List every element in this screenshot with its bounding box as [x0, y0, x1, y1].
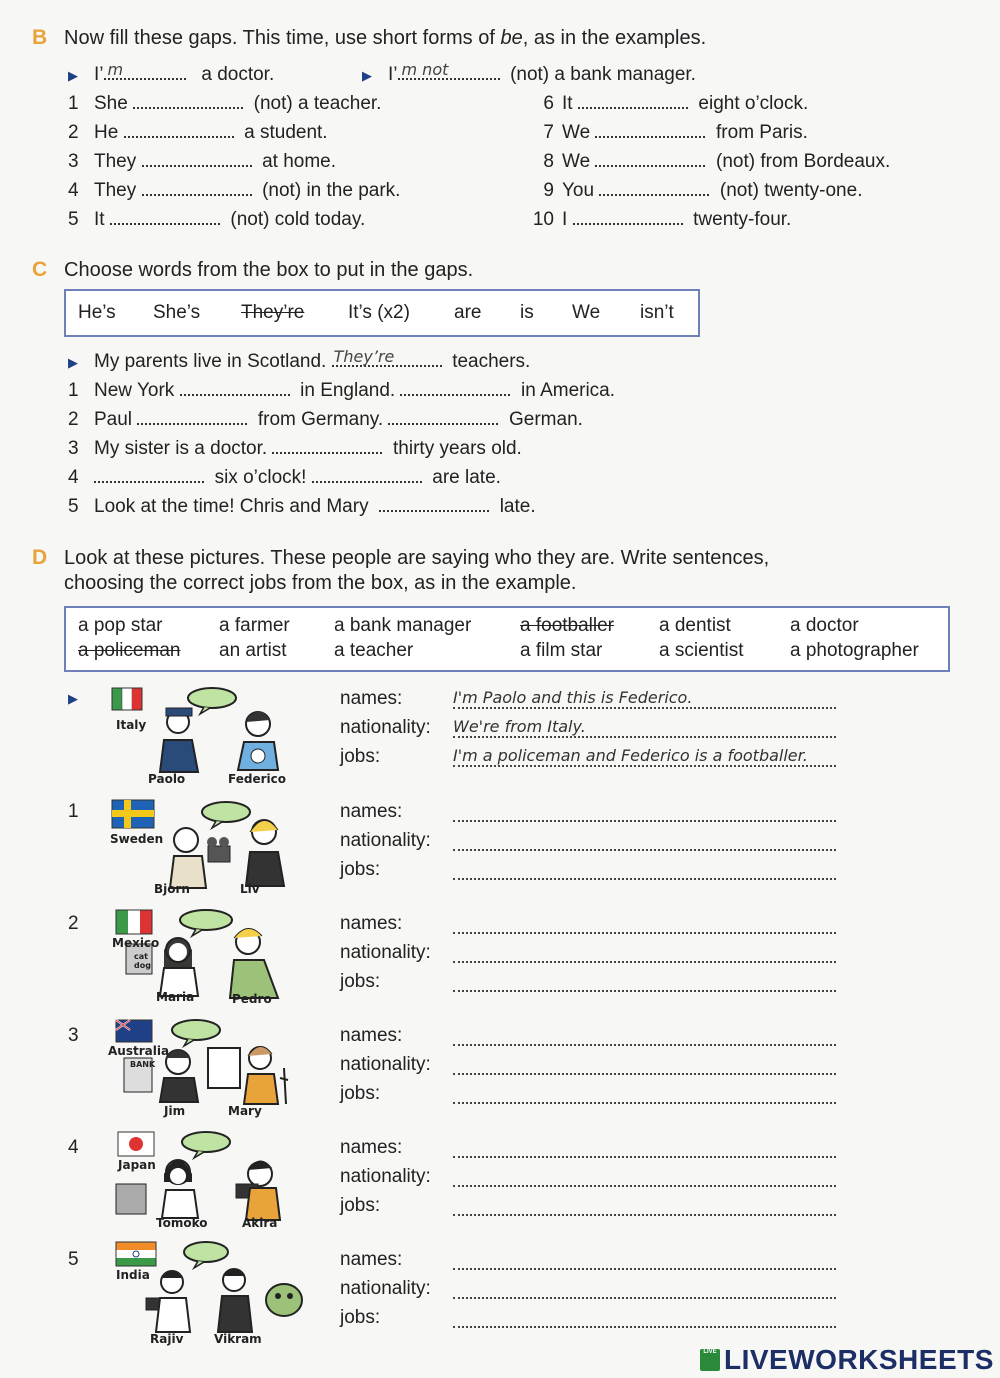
people-illustration: [108, 1240, 308, 1348]
c-item: 4 six o’clock! are late.: [68, 467, 501, 488]
job-word-used: a policeman: [78, 640, 181, 661]
sign-caption: cat dog: [134, 952, 151, 970]
gap-input[interactable]: [133, 95, 243, 109]
job-word: an artist: [219, 640, 287, 661]
b-item: 9 You (not) twenty-one.: [543, 180, 863, 201]
box-word: isn’t: [640, 302, 674, 323]
section-c-instruction: Choose words from the box to put in the gaps.: [64, 259, 474, 281]
names-input[interactable]: [453, 932, 836, 934]
names-input[interactable]: [453, 1156, 836, 1158]
b-item: 3 They at home.: [68, 151, 337, 172]
person-caption: Liv: [240, 882, 260, 896]
job-word: a doctor: [790, 615, 859, 636]
nationality-label: nationality:: [340, 830, 431, 851]
example-arrow-icon: ▶: [68, 691, 78, 706]
gap-input[interactable]: They’re: [332, 353, 442, 367]
b-item: 8 We (not) from Bordeaux.: [543, 151, 891, 172]
job-word: a pop star: [78, 615, 163, 636]
nationality-input[interactable]: [453, 1073, 836, 1075]
nationality-label: nationality:: [340, 1278, 431, 1299]
names-label: names:: [340, 913, 403, 934]
jobs-input[interactable]: [453, 878, 836, 880]
c-item: 2 Paul from Germany. German.: [68, 409, 583, 430]
box-word: She’s: [153, 302, 201, 323]
jobs-input[interactable]: [453, 1102, 836, 1104]
b-item: 7 We from Paris.: [543, 122, 808, 143]
person-caption: Pedro: [232, 992, 272, 1006]
person-caption: Vikram: [214, 1332, 262, 1346]
section-b-instruction: Now fill these gaps. This time, use short forms of be, as in the examples.: [64, 27, 707, 49]
names-answer: I'm Paolo and this is Federico.: [453, 688, 693, 707]
illustration-india: [108, 1240, 308, 1348]
b-item: 10 I twenty-four.: [532, 209, 792, 230]
c-item: 1 New York in England. in America.: [68, 380, 616, 401]
jobs-box: [64, 606, 950, 672]
names-input[interactable]: [453, 1044, 836, 1046]
names-label: names:: [340, 1249, 403, 1270]
gap-input[interactable]: [312, 469, 422, 483]
person-caption: Mary: [228, 1104, 262, 1118]
job-word: a photographer: [790, 640, 919, 661]
b-item: 4 They (not) in the park.: [68, 180, 401, 201]
person-caption: Rajiv: [150, 1332, 184, 1346]
b-item: 1 She (not) a teacher.: [68, 93, 382, 114]
c-item: 3 My sister is a doctor. thirty years old.: [68, 438, 522, 459]
gap-input[interactable]: [578, 95, 688, 109]
b-right-column: [518, 93, 890, 238]
box-word: He’s: [78, 302, 116, 323]
nationality-label: nationality:: [340, 1166, 431, 1187]
gap-input[interactable]: [142, 153, 252, 167]
gap-input[interactable]: [388, 411, 498, 425]
gap-input[interactable]: [573, 211, 683, 225]
box-word: We: [572, 302, 601, 323]
country-caption: India: [116, 1268, 150, 1282]
person-caption: Jim: [164, 1104, 186, 1118]
gap-input[interactable]: [94, 469, 204, 483]
b-left-column: [68, 93, 400, 238]
job-word: a bank manager: [334, 615, 472, 636]
d-item-number: 5: [68, 1249, 79, 1270]
jobs-label: jobs:: [340, 1083, 381, 1104]
section-c-letter: C: [32, 258, 48, 281]
job-word: a film star: [520, 640, 603, 661]
arrow-icon: ▶: [68, 68, 78, 83]
gap-input[interactable]: m not: [398, 66, 500, 80]
c-example: ▶ My parents live in Scotland. They’re teachers.: [68, 347, 531, 372]
nationality-input[interactable]: [453, 1297, 836, 1299]
nationality-input[interactable]: [453, 1185, 836, 1187]
box-word: It’s (x2): [348, 302, 410, 323]
c-item: 5 Look at the time! Chris and Mary late.: [68, 496, 536, 517]
names-label: names:: [340, 801, 403, 822]
jobs-label: jobs:: [340, 859, 381, 880]
d-item-number: 1: [68, 801, 79, 822]
gap-input[interactable]: [137, 411, 247, 425]
d-item-number: 3: [68, 1025, 79, 1046]
job-word: a scientist: [659, 640, 744, 661]
people-illustration: [108, 1018, 298, 1122]
section-d-instruction: Look at these pictures. These people are saying who they are. Write sentences, choosing the correct jobs from the box, as in the example.: [64, 547, 770, 594]
jobs-input[interactable]: [453, 765, 836, 767]
b-item: 2 He a student.: [68, 122, 328, 143]
gap-input[interactable]: [595, 124, 705, 138]
gap-input[interactable]: [379, 498, 489, 512]
nationality-label: nationality:: [340, 1054, 431, 1075]
illustration-australia: [108, 1018, 298, 1122]
names-label: names:: [340, 688, 403, 709]
country-caption: Sweden: [110, 832, 164, 846]
nationality-label: nationality:: [340, 717, 431, 738]
person-caption: Federico: [228, 772, 286, 786]
job-word: a farmer: [219, 615, 290, 636]
jobs-label: jobs:: [340, 1307, 381, 1328]
illustration-japan: [108, 1130, 298, 1234]
d-item-number: 4: [68, 1137, 79, 1158]
nationality-answer: We're from Italy.: [453, 717, 586, 736]
jobs-input[interactable]: [453, 990, 836, 992]
gap-input[interactable]: [595, 153, 705, 167]
names-input[interactable]: [453, 820, 836, 822]
jobs-label: jobs:: [340, 746, 381, 767]
word-box: [64, 289, 700, 337]
jobs-input[interactable]: [453, 1214, 836, 1216]
liveworksheets-logo[interactable]: [700, 1344, 994, 1376]
person-caption: Maria: [156, 990, 195, 1004]
names-label: names:: [340, 1025, 403, 1046]
jobs-label: jobs:: [340, 971, 381, 992]
person-caption: Paolo: [148, 772, 186, 786]
section-b-letter: B: [32, 26, 48, 49]
country-caption: Australia: [108, 1044, 170, 1058]
jobs-label: jobs:: [340, 1195, 381, 1216]
illustration-mexico: [108, 908, 298, 1012]
job-word: a teacher: [334, 640, 414, 661]
country-caption: Italy: [116, 718, 147, 732]
b-item: 6 It eight o’clock.: [543, 93, 809, 114]
c-items: [68, 380, 615, 525]
gap-input[interactable]: [142, 182, 252, 196]
gap-input[interactable]: [110, 211, 220, 225]
nationality-input[interactable]: [453, 849, 836, 851]
box-word: is: [520, 302, 534, 323]
box-word-used: They’re: [241, 302, 305, 323]
nationality-input[interactable]: [453, 736, 836, 738]
illustration-sweden: [108, 796, 298, 900]
country-caption: Japan: [118, 1158, 156, 1172]
gap-input[interactable]: [180, 382, 290, 396]
nationality-input[interactable]: [453, 961, 836, 963]
gap-input[interactable]: [599, 182, 709, 196]
gap-input[interactable]: [124, 124, 234, 138]
names-label: names:: [340, 1137, 403, 1158]
jobs-input[interactable]: [453, 1326, 836, 1328]
person-caption: Tomoko: [156, 1216, 208, 1230]
b-item: 5 It (not) cold today.: [68, 209, 366, 230]
box-word: are: [454, 302, 482, 323]
people-illustration: [108, 796, 298, 900]
person-caption: Akira: [242, 1216, 278, 1230]
job-word-used: a footballer: [520, 615, 615, 636]
logo-icon: LIVE: [700, 1349, 720, 1371]
gap-input[interactable]: [400, 382, 510, 396]
sign-caption: BANK: [130, 1060, 156, 1069]
gap-input[interactable]: [272, 440, 382, 454]
arrow-icon: ▶: [68, 355, 78, 370]
section-d-letter: D: [32, 546, 48, 569]
job-word: a dentist: [659, 615, 731, 636]
nationality-label: nationality:: [340, 942, 431, 963]
b-example-2: ▶ I’ m not (not) a bank manager.: [362, 60, 696, 85]
arrow-icon: ▶: [362, 68, 372, 83]
jobs-answer: I'm a policeman and Federico is a footballer.: [453, 746, 808, 765]
logo-text: LIVEWORKSHEETS: [724, 1344, 994, 1375]
b-example-1: ▶ I’ m a doctor.: [68, 60, 275, 85]
d-item-number: 2: [68, 913, 79, 934]
country-caption: Mexico: [112, 936, 160, 950]
gap-input[interactable]: m: [104, 66, 186, 80]
person-caption: Bjorn: [154, 882, 190, 896]
names-input[interactable]: [453, 1268, 836, 1270]
illustration-italy: [108, 684, 298, 788]
names-input[interactable]: [453, 707, 836, 709]
